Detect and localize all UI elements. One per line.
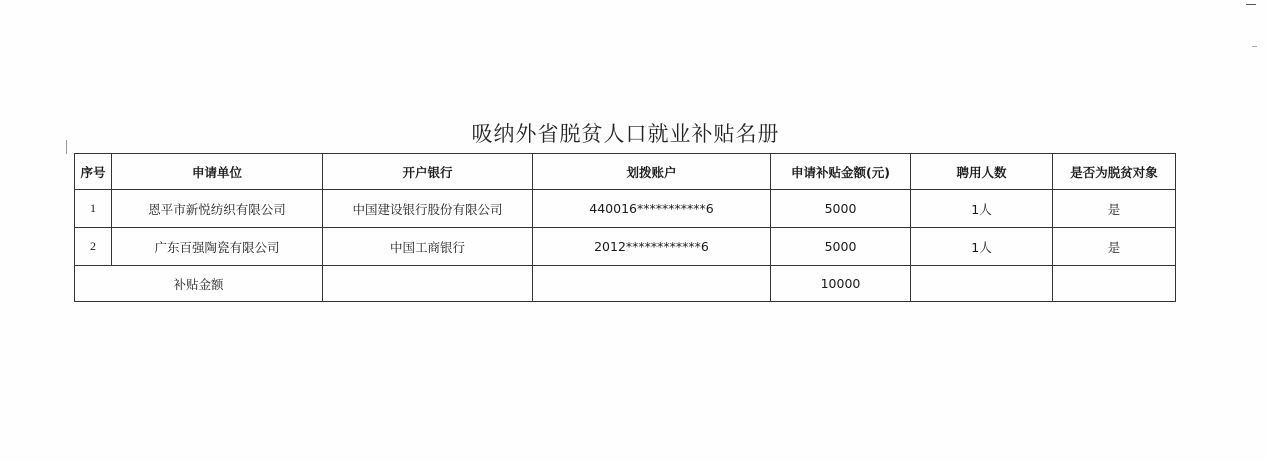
table-header-row xyxy=(75,154,1176,190)
document-title: 吸纳外省脱贫人口就业补贴名册 xyxy=(471,122,780,146)
scan-artifact xyxy=(1246,4,1256,5)
table-row xyxy=(75,190,1176,228)
row-applicant-unit: 恩平市新悦纺织有限公司 xyxy=(112,190,323,228)
header-amount: 申请补贴金额(元) xyxy=(771,154,911,190)
table-row xyxy=(75,228,1176,266)
row-hired-count: 1人 xyxy=(911,228,1053,266)
row-bank: 中国建设银行股份有限公司 xyxy=(323,190,533,228)
row-applicant-unit: 广东百强陶瓷有限公司 xyxy=(112,228,323,266)
total-amount: 10000 xyxy=(771,266,911,302)
total-empty-account xyxy=(533,266,771,302)
header-serial: 序号 xyxy=(75,154,112,190)
header-poverty-status: 是否为脱贫对象 xyxy=(1053,154,1176,190)
total-empty-count xyxy=(911,266,1053,302)
header-applicant-unit: 申请单位 xyxy=(112,154,323,190)
total-label: 补贴金额 xyxy=(75,266,323,302)
row-account: 2012************6 xyxy=(533,228,771,266)
total-empty-status xyxy=(1053,266,1176,302)
scan-artifact xyxy=(1252,46,1257,47)
row-serial: 2 xyxy=(75,228,112,266)
row-amount: 5000 xyxy=(771,228,911,266)
subsidy-roster-table xyxy=(74,153,1176,302)
row-serial: 1 xyxy=(75,190,112,228)
total-empty-bank xyxy=(323,266,533,302)
row-bank: 中国工商银行 xyxy=(323,228,533,266)
scan-artifact xyxy=(66,140,67,154)
row-poverty-status: 是 xyxy=(1053,190,1176,228)
header-hired-count: 聘用人数 xyxy=(911,154,1053,190)
header-account: 划拨账户 xyxy=(533,154,771,190)
row-amount: 5000 xyxy=(771,190,911,228)
header-bank: 开户银行 xyxy=(323,154,533,190)
row-account: 440016***********6 xyxy=(533,190,771,228)
row-hired-count: 1人 xyxy=(911,190,1053,228)
table-total-row xyxy=(75,266,1176,302)
row-poverty-status: 是 xyxy=(1053,228,1176,266)
